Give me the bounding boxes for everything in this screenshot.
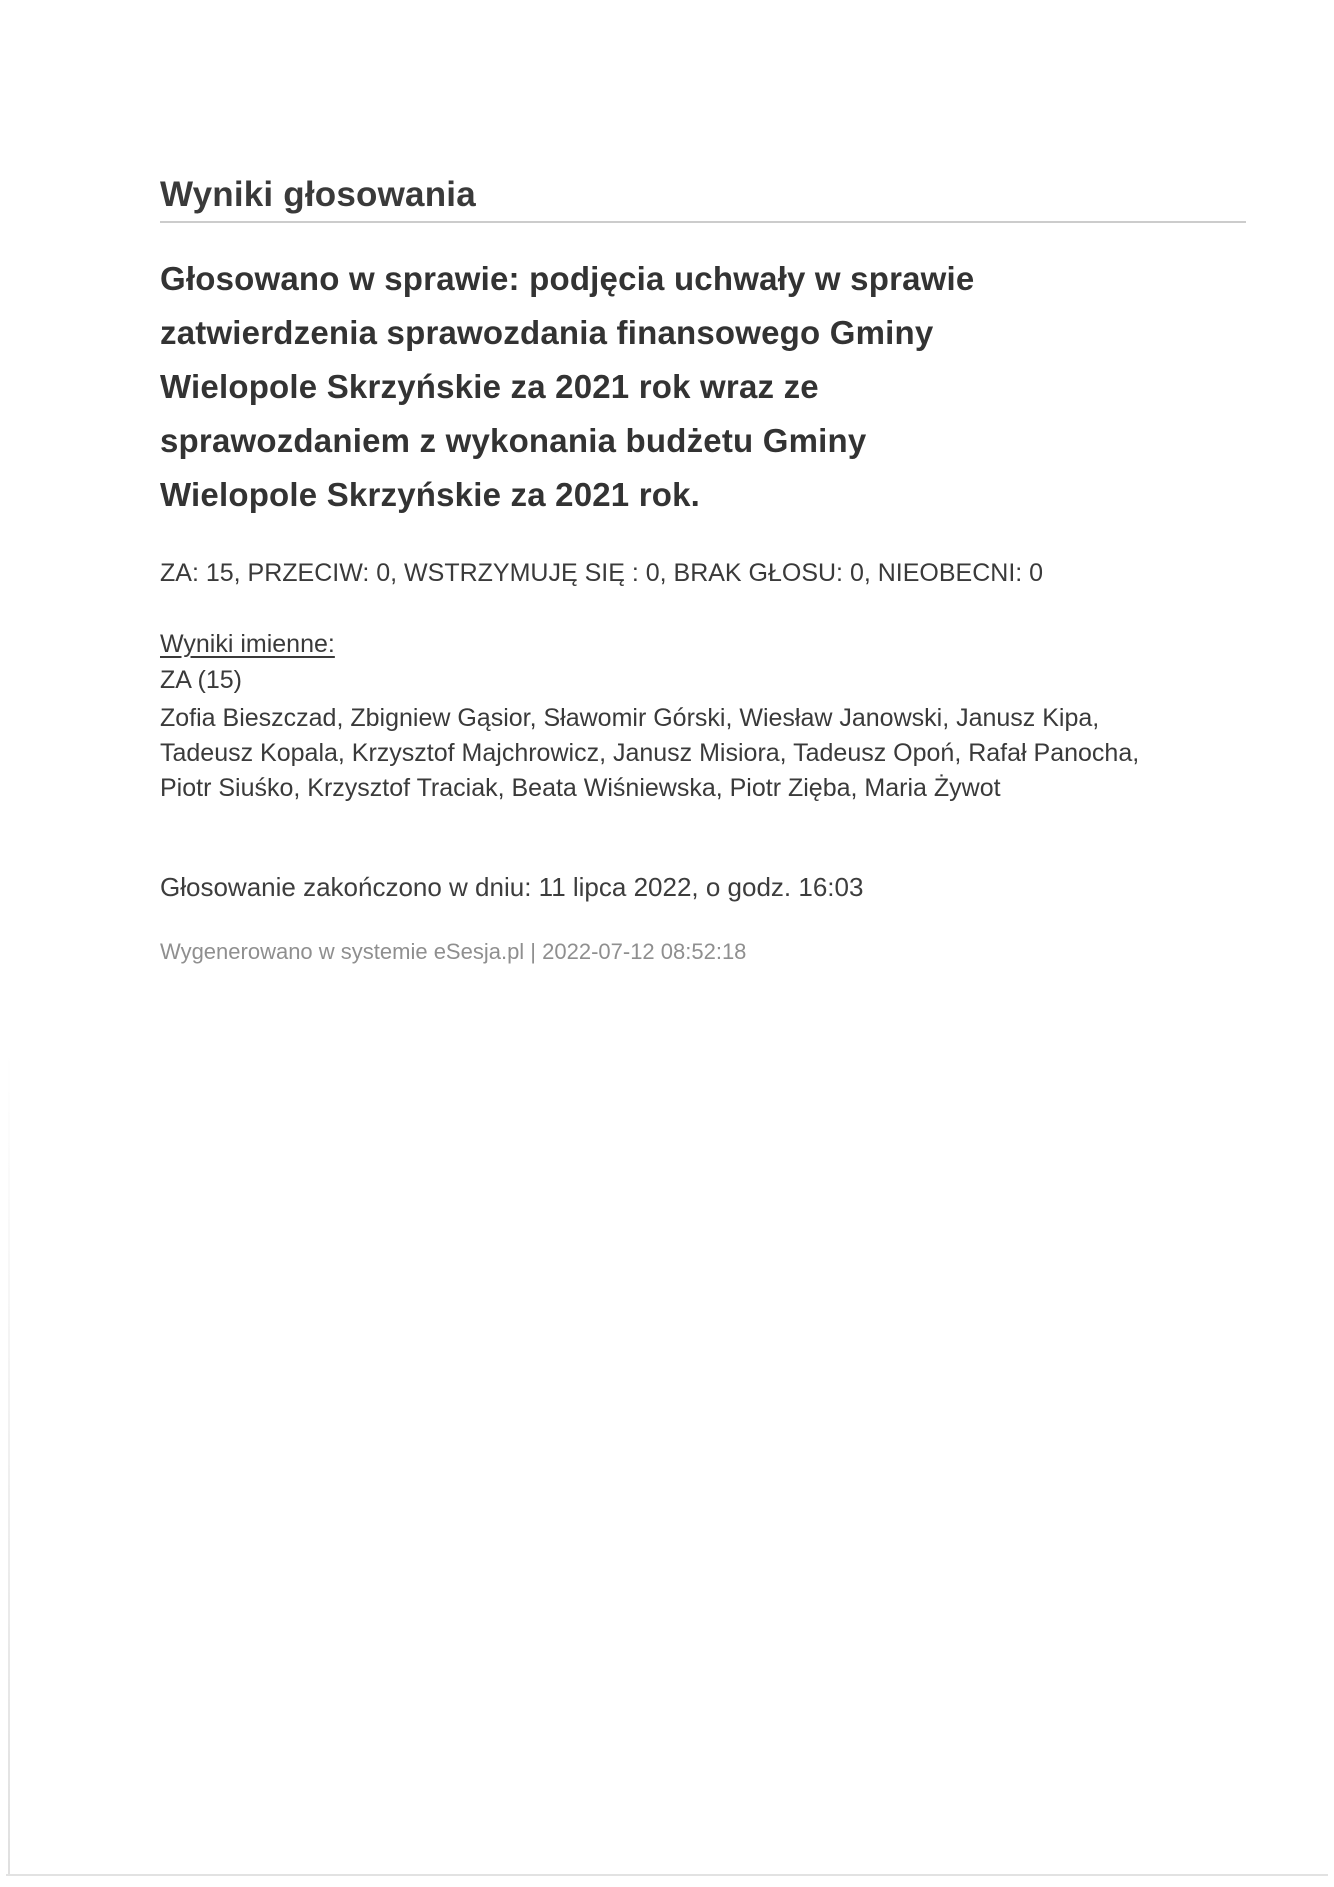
scan-edge-bottom <box>6 1874 1328 1876</box>
title-divider <box>160 221 1246 223</box>
za-voter-names <box>160 701 1260 806</box>
vote-subject-heading <box>160 252 1250 522</box>
named-results-label: Wyniki imienne: <box>160 630 335 658</box>
vote-subject-line: Wielopole Skrzyńskie za 2021 rok. <box>160 476 701 513</box>
scan-edge-left <box>8 1050 10 1876</box>
voter-names-line: Zofia Bieszczad, Zbigniew Gąsior, Sławomir Górski, Wiesław Janowski, Janusz Kipa, <box>160 704 1100 732</box>
generated-by-footer: Wygenerowano w systemie eSesja.pl | 2022-07-12 08:52:18 <box>160 939 747 964</box>
za-group-label: ZA (15) <box>160 666 242 694</box>
vote-closed-line: Głosowanie zakończono w dniu: 11 lipca 2022, o godz. 16:03 <box>160 872 864 902</box>
page-title: Wyniki głosowania <box>160 175 476 215</box>
vote-subject-line: Wielopole Skrzyńskie za 2021 rok wraz ze <box>160 368 819 405</box>
voter-names-line: Piotr Siuśko, Krzysztof Traciak, Beata Wiśniewska, Piotr Zięba, Maria Żywot <box>160 774 1001 802</box>
vote-subject-line: zatwierdzenia sprawozdania finansowego Gminy <box>160 314 934 351</box>
vote-subject-line: Głosowano w sprawie: podjęcia uchwały w sprawie <box>160 260 975 297</box>
voter-names-line: Tadeusz Kopala, Krzysztof Majchrowicz, Janusz Misiora, Tadeusz Opoń, Rafał Panocha, <box>160 739 1140 767</box>
vote-summary-line: ZA: 15, PRZECIW: 0, WSTRZYMUJĘ SIĘ : 0, BRAK GŁOSU: 0, NIEOBECNI: 0 <box>160 559 1044 587</box>
vote-subject-line: sprawozdaniem z wykonania budżetu Gminy <box>160 422 867 459</box>
